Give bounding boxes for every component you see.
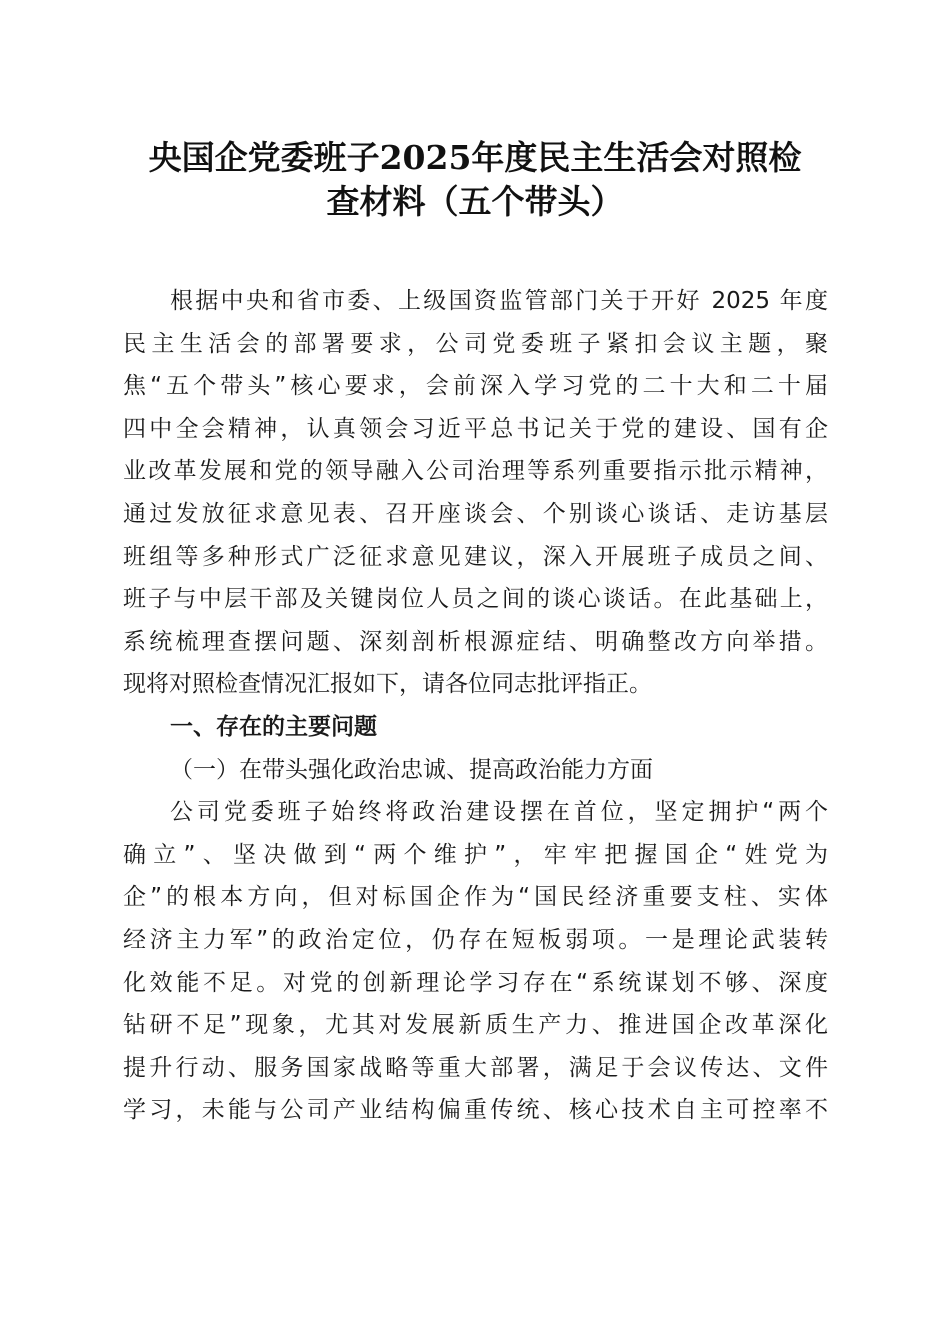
subsection-heading: （一）在带头强化政治忠诚、提高政治能力方面 (170, 756, 653, 783)
document-title (100, 136, 850, 224)
body-line: 企”的根本方向，但对标国企作为“国民经济重要支柱、实体 (123, 884, 828, 911)
intro-line: 四中全会精神，认真领会习近平总书记关于党的建设、国有企 (123, 415, 828, 442)
title-line-2: 查材料（五个带头） (326, 182, 624, 221)
intro-line: 班子与中层干部及关键岗位人员之间的谈心谈话。在此基础上， (123, 586, 828, 613)
section-heading: 一、存在的主要问题 (170, 713, 377, 740)
body-line: 提升行动、服务国家战略等重大部署，满足于会议传达、文件 (123, 1054, 828, 1081)
intro-line: 民主生活会的部署要求，公司党委班子紧扣会议主题，聚 (123, 330, 828, 357)
intro-line: 通过发放征求意见表、召开座谈会、个别谈心谈话、走访基层 (123, 500, 828, 527)
body-line: 公司党委班子始终将政治建设摆在首位，坚定拥护“两个 (170, 799, 828, 826)
document-body (123, 280, 828, 1132)
body-line: 确立”、坚决做到“两个维护”，牢牢把握国企“姓党为 (123, 841, 828, 868)
intro-paragraph (123, 280, 828, 706)
intro-line: 班组等多种形式广泛征求意见建议，深入开展班子成员之间、 (123, 543, 828, 570)
body-line: 钻研不足”现象，尤其对发展新质生产力、推进国企改革深化 (123, 1012, 828, 1039)
body-line: 化效能不足。对党的创新理论学习存在“系统谋划不够、深度 (123, 969, 828, 996)
body-line: 学习，未能与公司产业结构偏重传统、核心技术自主可控率不 (123, 1097, 828, 1124)
intro-line: 现将对照检查情况汇报如下，请各位同志批评指正。 (123, 671, 652, 698)
title-line-1: 央国企党委班子2025年度民主生活会对照检 (148, 138, 802, 177)
intro-line: 根据中央和省市委、上级国资监管部门关于开好 2025 年度 (170, 288, 828, 314)
intro-line: 业改革发展和党的领导融入公司治理等系列重要指示批示精神， (123, 458, 828, 485)
intro-line: 系统梳理查摆问题、深刻剖析根源症结、明确整改方向举措。 (123, 628, 828, 655)
intro-line: 焦“五个带头”核心要求，会前深入学习党的二十大和二十届 (123, 373, 828, 400)
body-paragraph (123, 791, 828, 1132)
body-line: 经济主力军”的政治定位，仍存在短板弱项。一是理论武装转 (123, 926, 828, 953)
